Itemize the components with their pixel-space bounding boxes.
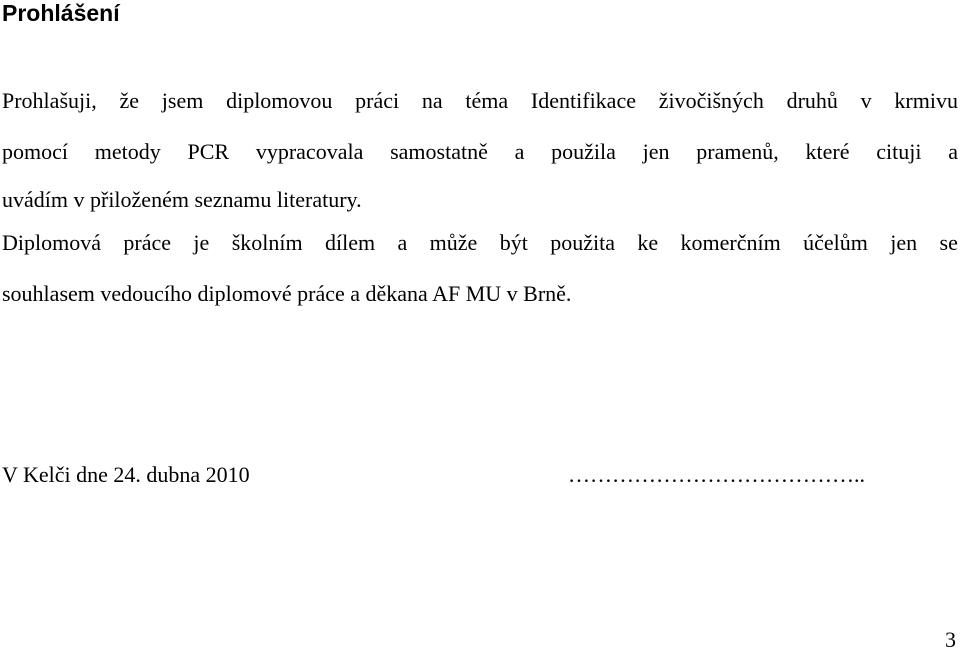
word: jsem (161, 88, 204, 113)
word: a (514, 139, 525, 164)
word: Prohlašuji, (2, 88, 97, 113)
word: metody (94, 139, 161, 164)
word: téma (465, 88, 509, 113)
page-number: 3 (945, 627, 956, 652)
place-and-date: V Kelči dne 24. dubna 2010 (2, 462, 250, 487)
word: může (429, 230, 478, 255)
word: cituji (876, 139, 922, 164)
word: samostatně (390, 139, 488, 164)
word: být (499, 230, 528, 255)
declaration-line-3: uvádím v přiloženém seznamu literatury. (2, 187, 362, 212)
word: práci (355, 88, 400, 113)
word: že (119, 88, 140, 113)
word: komerčním (680, 230, 781, 255)
declaration-line-2 (2, 139, 958, 165)
word: pomocí (2, 139, 68, 164)
word: ke (637, 230, 659, 255)
word: dílem (324, 230, 376, 255)
word: živočišných (658, 88, 764, 113)
word: jen (890, 230, 918, 255)
word: účelům (803, 230, 868, 255)
word: a (397, 230, 408, 255)
word: PCR (187, 139, 230, 164)
page-heading: Prohlášení (2, 0, 120, 26)
usage-line-1 (2, 230, 958, 256)
signature-line: ………………………………….. (568, 462, 865, 487)
word: je (193, 230, 210, 255)
word: se (939, 230, 958, 255)
word: v (860, 88, 872, 113)
declaration-line-1 (2, 88, 958, 114)
word: Identifikace (530, 88, 636, 113)
word: použita (550, 230, 615, 255)
word: krmivu (894, 88, 958, 113)
word: jen (642, 139, 670, 164)
word: použila (551, 139, 616, 164)
word: které (805, 139, 850, 164)
word: práce (123, 230, 172, 255)
word: pramenů, (696, 139, 779, 164)
word: školním (231, 230, 303, 255)
word: Diplomová (2, 230, 101, 255)
word: na (421, 88, 443, 113)
word: diplomovou (226, 88, 333, 113)
word: a (948, 139, 958, 164)
usage-line-2: souhlasem vedoucího diplomové práce a děkana AF MU v Brně. (2, 281, 572, 306)
word: vypracovala (255, 139, 364, 164)
word: druhů (786, 88, 838, 113)
